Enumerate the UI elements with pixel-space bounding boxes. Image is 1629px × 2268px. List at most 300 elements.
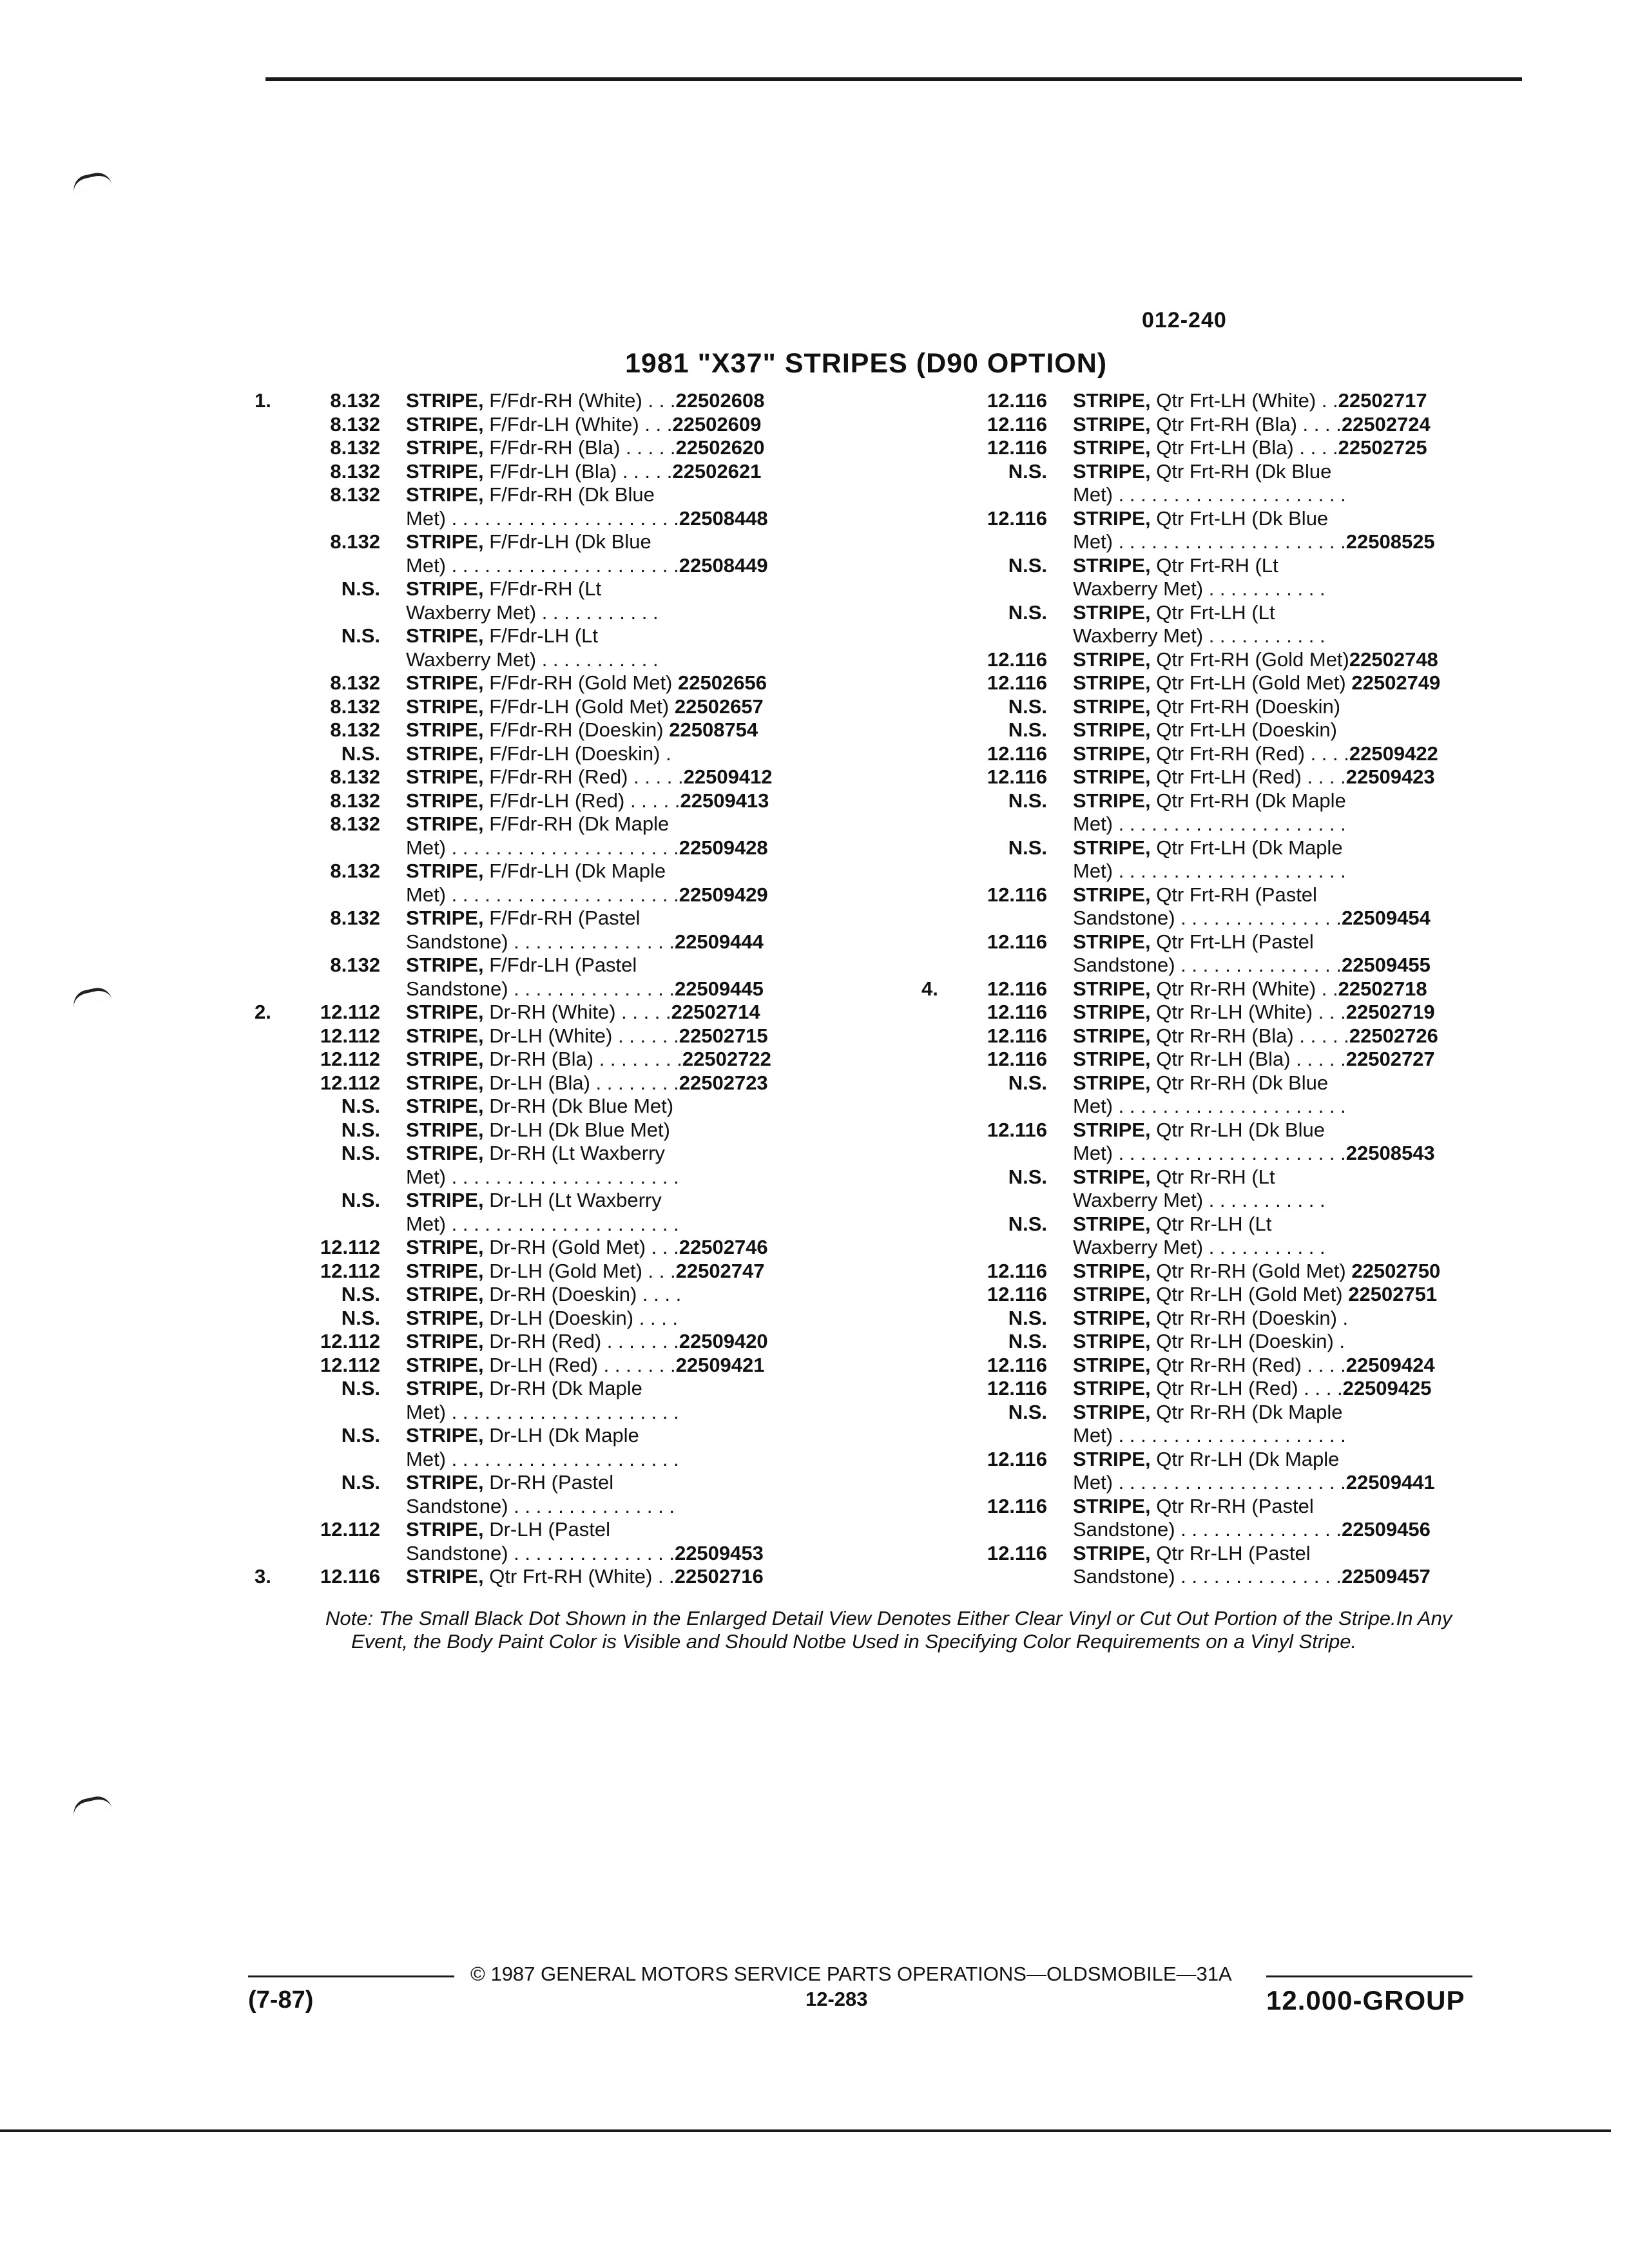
group-number: N.S. (341, 1424, 380, 1446)
group-number (300, 836, 406, 860)
part-number: 22502719 (1345, 1001, 1435, 1023)
part-number: 22509421 (675, 1353, 765, 1376)
part-desc: Qtr Rr-LH (Gold Met) (1150, 1283, 1343, 1305)
part-number: 22502609 (672, 412, 762, 436)
part-number: 22508525 (1345, 530, 1435, 553)
parts-row (921, 1001, 1440, 1024)
part-desc: Dr-LH (Dk Maple (483, 1424, 639, 1446)
leader-dots: . . . . . . . . . . . . . . . . . . . . . (1113, 812, 1346, 835)
part-label: STRIPE, (406, 1565, 484, 1588)
part-description (1073, 389, 1427, 413)
item-key (255, 483, 300, 507)
part-description (406, 1142, 665, 1166)
item-key (255, 554, 300, 578)
leader-dots: . . . . . . . . . . . . . . . . . . . . . (446, 506, 679, 530)
leader-dots: . (1333, 1330, 1345, 1352)
item-key (255, 1330, 300, 1354)
part-desc: Dr-LH (Dk Blue Met) (483, 1118, 670, 1141)
parts-row (255, 1377, 773, 1401)
leader-dots: . . . . . . . . . . . (1203, 624, 1325, 647)
leader-dots: . . . . . . . . . . . . . . . (1175, 954, 1342, 976)
part-description (1073, 1072, 1328, 1095)
group-number: 8.132 (330, 389, 380, 412)
part-description (1073, 1330, 1345, 1354)
parts-row (255, 554, 773, 578)
part-desc: Sandstone) (406, 1494, 508, 1517)
item-key (921, 695, 967, 719)
part-desc: F/Fdr-RH (Gold Met) (483, 671, 673, 694)
part-desc: F/Fdr-RH (Dk Blue (483, 483, 655, 506)
item-key (255, 695, 300, 719)
parts-row (255, 1213, 773, 1236)
part-label: STRIPE, (406, 954, 484, 976)
group-number: 12.116 (987, 1283, 1047, 1305)
item-key (921, 1448, 967, 1472)
item-key (921, 1236, 967, 1260)
item-key (921, 930, 967, 954)
part-description (406, 765, 773, 789)
parts-row (255, 483, 773, 507)
group-number: N.S. (341, 1471, 380, 1494)
page-code: 012-240 (1142, 308, 1227, 332)
parts-row (255, 860, 773, 883)
parts-row (921, 1518, 1440, 1542)
part-desc: Qtr Frt-LH (Doeskin) (1150, 718, 1337, 741)
parts-row (255, 1166, 773, 1189)
part-label: STRIPE, (406, 1048, 484, 1070)
part-desc: F/Fdr-LH (White) (483, 412, 639, 436)
parts-row (921, 1542, 1440, 1566)
part-label: STRIPE, (1073, 1377, 1151, 1399)
note (325, 1607, 1498, 1653)
parts-row (921, 1424, 1440, 1448)
group-number: 12.116 (987, 1447, 1047, 1470)
group-number: 8.132 (330, 483, 380, 506)
part-description (1073, 1448, 1339, 1472)
part-description (406, 1189, 662, 1213)
parts-row (255, 1119, 773, 1142)
part-description (1073, 860, 1346, 883)
part-label: STRIPE, (1073, 389, 1151, 412)
group-number (300, 601, 406, 625)
item-key (255, 1189, 300, 1213)
leader-dots (1343, 1283, 1349, 1305)
group-number: 12.116 (987, 1353, 1047, 1376)
item-key: 3. (255, 1565, 271, 1588)
group-number: 8.132 (330, 695, 380, 718)
parts-row (255, 954, 773, 977)
part-description (406, 1119, 670, 1142)
part-description (406, 1401, 679, 1425)
part-number: 22502715 (679, 1024, 768, 1047)
part-desc: Qtr Frt-RH (White) (483, 1565, 653, 1588)
part-description (1073, 930, 1314, 954)
leader-dots: . . . . . . . . . . . . . . . . . . . . . (446, 1165, 679, 1188)
part-desc: Dr-RH (Red) (483, 1330, 602, 1352)
part-label: STRIPE, (1073, 1118, 1151, 1141)
part-label: STRIPE, (406, 1001, 484, 1023)
part-description (1073, 507, 1328, 531)
group-number: 12.116 (987, 1377, 1047, 1399)
part-label: STRIPE, (406, 812, 484, 835)
group-number (967, 1236, 1073, 1260)
part-label: STRIPE, (1073, 718, 1151, 741)
parts-row (255, 765, 773, 789)
part-number: 22502621 (672, 459, 762, 483)
parts-row (921, 1119, 1440, 1142)
item-key (255, 1354, 300, 1378)
parts-row (255, 1283, 773, 1307)
part-description (406, 530, 651, 554)
part-description (1073, 1307, 1348, 1331)
group-number: 12.112 (320, 1001, 380, 1023)
footer-rule-right (1266, 1975, 1472, 1977)
item-key (255, 1048, 300, 1072)
leader-dots: . . . . . . . . . . . . . . . . . . . . . (446, 1400, 679, 1423)
part-number: 22509424 (1345, 1353, 1435, 1376)
parts-row (255, 1307, 773, 1331)
part-number: 22502722 (682, 1048, 771, 1070)
part-desc: Dr-RH (White) (483, 1001, 616, 1023)
parts-row (921, 1565, 1440, 1589)
part-description (406, 907, 640, 930)
part-desc: F/Fdr-RH (Lt (483, 577, 602, 600)
group-number: 8.132 (330, 459, 380, 483)
part-number: 22502726 (1349, 1024, 1438, 1047)
parts-row (921, 413, 1440, 437)
group-number: 8.132 (330, 530, 380, 553)
item-key (255, 1213, 300, 1236)
leader-dots: . . . . . . . . . . . . . . . . . . . . . (446, 1447, 679, 1470)
group-number: 12.116 (987, 1541, 1047, 1564)
bottom-rule (0, 2129, 1611, 2132)
leader-dots: . . . . . (628, 765, 684, 788)
part-desc: Sandstone) (1073, 954, 1175, 976)
part-desc: F/Fdr-LH (Lt (483, 624, 598, 647)
footer-rule-left (248, 1975, 454, 1977)
leader-dots: . . . . . . . . . . . . . . . . . . . . . (1113, 1142, 1346, 1164)
item-key (255, 977, 300, 1001)
leader-dots: . . . . . . . . (593, 1048, 682, 1070)
part-number: 22502746 (679, 1236, 768, 1258)
part-desc: Qtr Frt-LH (Dk Blue (1150, 506, 1329, 530)
item-key (921, 1119, 967, 1142)
part-description (406, 977, 764, 1001)
item-key (921, 1283, 967, 1307)
leader-dots: . . . . . . . . . . . (1203, 577, 1325, 600)
leader-dots: . . . . (637, 1283, 682, 1305)
parts-row (921, 1072, 1440, 1095)
group-number: N.S. (341, 1377, 380, 1399)
leader-dots: . . . . . (624, 789, 680, 812)
group-number: N.S. (341, 624, 380, 647)
item-key (921, 1213, 967, 1236)
part-description (1073, 1024, 1438, 1048)
group-number (300, 554, 406, 578)
part-desc: Met) (406, 1447, 446, 1470)
part-desc: Qtr Frt-LH (Lt (1150, 601, 1275, 624)
parts-row (921, 1307, 1440, 1331)
footer-copyright: © 1987 GENERAL MOTORS SERVICE PARTS OPERATIONS—OLDSMOBILE—31A (470, 1963, 1232, 1985)
part-description (1073, 554, 1278, 578)
group-number (967, 860, 1073, 883)
binder-hole-mark (71, 1794, 111, 1816)
part-desc: F/Fdr-LH (Bla) (483, 459, 617, 483)
part-description (1073, 1401, 1343, 1425)
parts-row (255, 1330, 773, 1354)
parts-row (255, 436, 773, 460)
item-key (255, 1072, 300, 1095)
part-desc: Qtr Frt-LH (Dk Maple (1150, 836, 1343, 859)
part-desc: Dr-RH (Doeskin) (483, 1283, 637, 1305)
part-number: 22509428 (679, 836, 768, 859)
part-description (406, 1377, 642, 1401)
part-description (1073, 883, 1317, 907)
part-description (1073, 1166, 1275, 1189)
group-number: 8.132 (330, 412, 380, 436)
parts-row (921, 718, 1440, 742)
parts-row (921, 954, 1440, 977)
item-key (255, 1166, 300, 1189)
part-description (1073, 695, 1340, 719)
part-description (1073, 436, 1427, 460)
group-number: 8.132 (330, 954, 380, 976)
part-desc: Qtr Rr-RH (Dk Maple (1150, 1400, 1343, 1423)
item-key (921, 954, 967, 977)
item-key (921, 577, 967, 601)
part-desc: Dr-RH (Pastel (483, 1471, 614, 1494)
part-description (1073, 413, 1431, 437)
part-description (1073, 483, 1346, 507)
part-description (406, 695, 764, 719)
binder-hole-mark (71, 985, 111, 1008)
item-key: 1. (255, 389, 271, 412)
item-key (921, 483, 967, 507)
group-number: 12.112 (320, 1353, 380, 1376)
leader-dots: . . . . (1301, 1353, 1346, 1376)
parts-row (255, 1448, 773, 1472)
part-description (406, 483, 655, 507)
part-number: 22508543 (1345, 1142, 1435, 1164)
part-label: STRIPE, (1073, 1212, 1151, 1235)
item-key (255, 860, 300, 883)
item-key (921, 1142, 967, 1166)
parts-row (921, 1401, 1440, 1425)
item-key (921, 1518, 967, 1542)
part-description (1073, 765, 1435, 789)
item-key (255, 1471, 300, 1495)
part-description (406, 883, 768, 907)
part-desc: Qtr Rr-RH (Bla) (1150, 1024, 1294, 1047)
part-label: STRIPE, (1073, 459, 1151, 483)
parts-row (921, 671, 1440, 695)
part-description (1073, 1471, 1435, 1495)
group-number: N.S. (1008, 718, 1047, 741)
parts-row (255, 1024, 773, 1048)
group-number (967, 954, 1073, 977)
parts-row (255, 389, 773, 413)
parts-row (255, 1189, 773, 1213)
part-description (1073, 1565, 1431, 1589)
item-key (921, 1471, 967, 1495)
item-key (921, 1495, 967, 1519)
part-description (1073, 718, 1337, 742)
item-key (255, 954, 300, 977)
part-description (1073, 1495, 1314, 1519)
item-key (255, 812, 300, 836)
part-desc: Waxberry Met) (1073, 624, 1204, 647)
parts-row (255, 1424, 773, 1448)
item-key (255, 436, 300, 460)
item-key (255, 1260, 300, 1283)
part-desc: Qtr Frt-LH (Red) (1150, 765, 1302, 788)
part-description (1073, 1283, 1437, 1307)
part-description (1073, 789, 1346, 813)
part-desc: Dr-LH (Red) (483, 1353, 598, 1376)
part-label: STRIPE, (1073, 1494, 1151, 1517)
part-desc: F/Fdr-RH (Dk Maple (483, 812, 670, 835)
item-key (255, 1095, 300, 1119)
part-description (406, 507, 768, 531)
part-description (406, 1471, 613, 1495)
part-desc: Met) (406, 1212, 446, 1235)
part-description (406, 742, 671, 766)
item-key (921, 1424, 967, 1448)
part-label: STRIPE, (406, 1518, 484, 1541)
part-desc: Qtr Frt-LH (Gold Met) (1150, 671, 1346, 694)
group-number: 12.116 (987, 930, 1047, 953)
leader-dots: . . . . . . . . . . . . . . . . . . . . . (1113, 483, 1346, 506)
part-description (406, 1424, 639, 1448)
item-key (921, 883, 967, 907)
part-description (406, 1072, 768, 1095)
parts-row (921, 907, 1440, 930)
part-desc: Dr-RH (Bla) (483, 1048, 594, 1070)
parts-row (255, 977, 773, 1001)
item-key (255, 577, 300, 601)
item-key (921, 1189, 967, 1213)
leader-dots: . . . (1313, 1001, 1346, 1023)
item-key (921, 436, 967, 460)
item-key (255, 836, 300, 860)
parts-row (921, 601, 1440, 625)
part-label: STRIPE, (406, 1259, 484, 1282)
group-number: N.S. (1008, 601, 1047, 624)
parts-row (255, 1072, 773, 1095)
part-description (1073, 460, 1331, 484)
part-desc: Qtr Frt-RH (Red) (1150, 742, 1305, 765)
part-desc: Qtr Rr-RH (Pastel (1150, 1494, 1314, 1517)
part-desc: F/Fdr-LH (Dk Blue (483, 530, 651, 553)
leader-dots: . . . . . . . . . . . (1203, 1236, 1325, 1258)
group-number: N.S. (341, 1189, 380, 1211)
parts-row (255, 718, 773, 742)
part-desc: Dr-LH (Pastel (483, 1518, 610, 1541)
item-key (255, 1307, 300, 1331)
parts-row (921, 1166, 1440, 1189)
parts-row (255, 789, 773, 813)
leader-dots: . . . . . . . . . . . . . . . (1175, 1518, 1342, 1541)
parts-row (255, 648, 773, 672)
part-desc: Waxberry Met) (1073, 577, 1204, 600)
parts-row (921, 1330, 1440, 1354)
group-number: 12.116 (320, 1565, 380, 1588)
part-description (406, 812, 669, 836)
parts-row (921, 930, 1440, 954)
part-label: STRIPE, (406, 1142, 484, 1164)
item-key (255, 930, 300, 954)
part-number: 22509455 (1341, 954, 1431, 976)
part-label: STRIPE, (406, 1189, 484, 1211)
part-desc: F/Fdr-RH (Red) (483, 765, 628, 788)
parts-row (255, 460, 773, 484)
part-number: 22502656 (678, 671, 767, 694)
part-label: STRIPE, (406, 1095, 484, 1117)
parts-row (921, 1448, 1440, 1472)
group-number: N.S. (341, 742, 380, 765)
parts-row (255, 1354, 773, 1378)
group-number: N.S. (1008, 553, 1047, 577)
group-number (300, 930, 406, 954)
item-key (255, 1377, 300, 1401)
leader-dots: . . . . . (617, 459, 673, 483)
leader-dots: . . . . . . . . . . . . . . . . . . . . . (446, 836, 679, 859)
group-number (300, 1495, 406, 1519)
part-description (406, 671, 767, 695)
part-label: STRIPE, (1073, 1541, 1151, 1564)
part-desc: F/Fdr-RH (White) (483, 389, 642, 412)
group-number: 12.116 (987, 1118, 1047, 1141)
part-desc: Qtr Frt-LH (Bla) (1150, 436, 1294, 459)
part-description (1073, 836, 1343, 860)
item-key (255, 1401, 300, 1425)
part-label: STRIPE, (406, 860, 484, 882)
group-number (967, 1471, 1073, 1495)
part-description (406, 1095, 673, 1119)
group-number: 12.116 (987, 742, 1047, 765)
part-number: 22509441 (1345, 1471, 1435, 1494)
group-number: 12.116 (987, 1024, 1047, 1047)
parts-row (921, 789, 1440, 813)
group-number: N.S. (1008, 459, 1047, 483)
part-label: STRIPE, (1073, 412, 1151, 436)
parts-row (255, 907, 773, 930)
group-number (967, 1095, 1073, 1119)
group-number: 8.132 (330, 907, 380, 929)
group-number (300, 1166, 406, 1189)
item-key (921, 718, 967, 742)
part-number: 22509423 (1345, 765, 1435, 788)
part-desc: Dr-LH (White) (483, 1024, 613, 1047)
part-label: STRIPE, (406, 765, 484, 788)
part-label: STRIPE, (1073, 1071, 1151, 1094)
leader-dots: . . . . . (1293, 1024, 1349, 1047)
item-key (921, 789, 967, 813)
item-key (921, 1330, 967, 1354)
part-number: 22502749 (1351, 671, 1441, 694)
parts-row (921, 1354, 1440, 1378)
part-desc: Qtr Rr-RH (Lt (1150, 1165, 1275, 1188)
group-number: N.S. (341, 1142, 380, 1164)
group-number: N.S. (1008, 695, 1047, 718)
group-number: 12.116 (987, 1048, 1047, 1070)
parts-row (255, 577, 773, 601)
item-key (255, 1236, 300, 1260)
leader-dots: . (660, 742, 671, 765)
part-number: 22502725 (1338, 436, 1427, 459)
part-desc: Waxberry Met) (1073, 1236, 1204, 1258)
part-number: 22502748 (1349, 648, 1438, 671)
